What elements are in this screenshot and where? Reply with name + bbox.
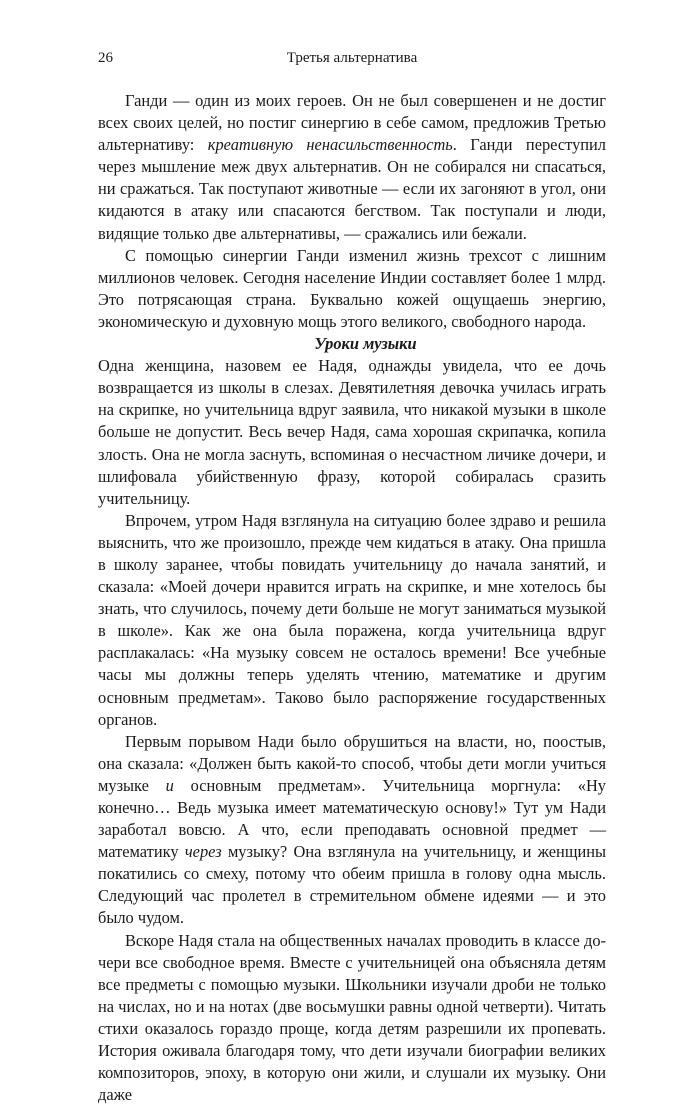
running-title: Третья альтернатива bbox=[286, 50, 418, 66]
paragraph-nadya-school bbox=[98, 510, 606, 731]
text-run: Впрочем, утром Надя взглянула на ситуацию более здраво и решила выяснить, что же произошло, прежде чем кидаться в атаку. Она пришла в школу заранее, чтобы повидать учительницу до начала занятий, и сказала: «Моей дочери нравится играть на скрипке, и мне хотелось бы знать, что случилось, почему дети больше не могут заниматься музыкой в школе». Как же она была поражена, когда учительница вдруг расплакалась: «На музыку совсем не осталось времени! Все учебные часы мы должны теперь уделять чтению, математике и другим основным предметам». Таково было распоряжение государственных органов. bbox=[98, 510, 606, 729]
paragraph-gandhi-hero bbox=[98, 90, 606, 245]
italic-emphasis: креативную ненасильственность bbox=[207, 135, 453, 155]
body-text bbox=[98, 90, 606, 1106]
italic-emphasis: через bbox=[184, 842, 222, 862]
text-run: С помощью синергии Ганди изменил жизнь трехсот с лишним миллионов человек. Сегодня население Индии составляет более 1 млрд. Это потрясающая страна. Буквально кожей ощущаешь энергию, экономическую и духовную мощь этого великого, свободного народа. bbox=[98, 245, 606, 331]
section-heading: Уроки музыки bbox=[314, 334, 417, 354]
text-run: Одна женщина, назовем ее Надя, однажды увидела, что ее дочь возвращается из школы в слезах. Девятилетняя девочка училась играть на скрипке, но учительница вдруг заявила, что никакой музыки в школе больше не допустит. Весь вечер Надя, сама хорошая скрипачка, копила злость. Она не могла заснуть, вспоминая о несчастном личике дочери, и шлифовала убийственную фразу, которой собиралась сразить учительницу. bbox=[98, 356, 606, 508]
text-run: Вскоре Надя стала на общественных началах проводить в классе дочери все свободное время. Вместе с учительницей она объясняла детям все предметы с помощью музыки. Школьники изучали дроби не только на числах, но и на нотах (две восьмушки равны одной четверти). Читать стихи оказалось гораздо проще, когда детям разрешили их пропевать. История оживала благодаря тому, что дети изучали биографии великих композиторов, эпоху, в которую они жили, и слушали их музыку. Они даже bbox=[98, 930, 606, 1105]
paragraph-gandhi-synergy bbox=[98, 245, 606, 333]
paragraph-nadya-idea bbox=[98, 731, 606, 930]
text-run: основным предметам». Учительница моргнула: «Ну конечно… Ведь музыка имеет математическую основу!» Тут ум Нади заработал вовсю. А что, если преподавать основной предмет — математику bbox=[98, 775, 606, 862]
text-run: . Ганди переступил через мышление меж двух альтернатив. Он не собирался ни спасаться, ни сражаться. Так поступают животные — если их загоняют в угол, они кидаются в атаку или спасаются бегством. Так поступали и люди, видящие только две альтернативы, — сражались или бежали. bbox=[98, 135, 606, 243]
page-number: 26 bbox=[98, 50, 113, 66]
paragraph-nadya-volunteer bbox=[98, 930, 606, 1106]
text-run: Ганди — один из моих героев. Он не был совершенен и не достиг всех своих целей, но постиг синергию в себе самом, предложив Третью альтернативу: bbox=[98, 91, 606, 155]
text-run: Первым порывом Нади было обрушиться на власти, но, поостыв, она сказала: «Должен быть какой-то способ, чтобы дети могли учиться музыке bbox=[98, 731, 606, 795]
italic-emphasis: и bbox=[165, 775, 174, 795]
text-run: музыку? Она взглянула на учительницу, и женщины покатились со смеху, потому что обеим пришла в голову одна мысль. Следующий час пролетел в стремительном обмене идеями — и это было чудом. bbox=[98, 842, 606, 928]
paragraph-nadya-intro bbox=[98, 355, 606, 510]
page-header bbox=[98, 50, 606, 74]
